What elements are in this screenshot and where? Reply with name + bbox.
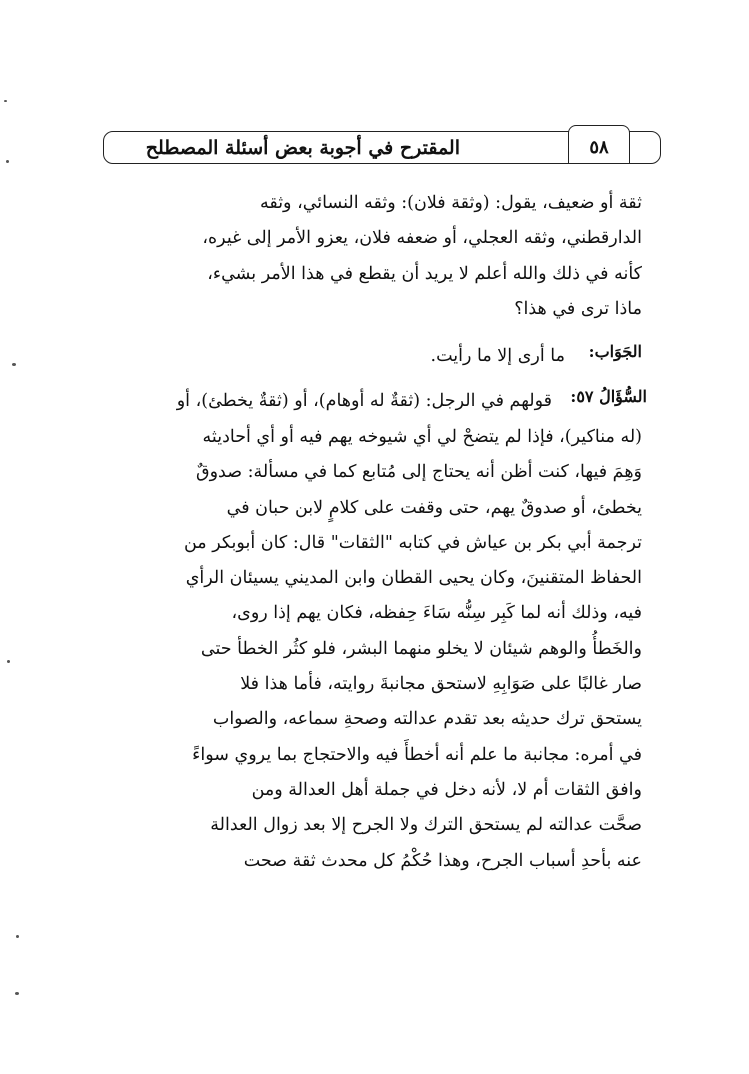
- text-line: قولهم في الرجل: (ثقةٌ له أوهام)، أو (ثقةٌ يخطئ)، أو: [176, 391, 552, 411]
- margin-speck: [7, 660, 10, 663]
- text-line: والخَطأُ والوهم شيئان لا يخلو منهما البشر، فلو كثُر الخطأ حتى: [200, 638, 642, 659]
- margin-speck: [16, 935, 19, 938]
- text-line: كأنه في ذلك والله أعلم لا يريد أن يقطع في هذا الأمر بشيء،: [207, 263, 642, 284]
- margin-speck: [12, 363, 16, 366]
- text-line: فيه، وذلك أنه لما كَبِر سِنُّه سَاءَ حِفظه، فكان يهم إذا روى،: [231, 603, 642, 624]
- text-line: ماذا ترى في هذا؟: [514, 298, 642, 319]
- answer-label: الجَوَاب:: [588, 342, 642, 361]
- question-first-line: [118, 384, 552, 419]
- text-line: الحفاظ المتقنينَ، وكان يحيى القطان وابن المديني يسيئان الرأي: [185, 568, 642, 589]
- running-header-title: المقترح في أجوبة بعض أسئلة المصطلح: [145, 137, 460, 159]
- page-number: ٥٨: [589, 137, 609, 158]
- margin-speck: [15, 992, 19, 995]
- body-block-2: [118, 420, 642, 879]
- text-line: الدارقطني، وثقه العجلي، أو ضعفه فلان، يعزو الأمر إلى غيره،: [202, 228, 642, 249]
- text-line: (له مناكير)، فإذا لم يتضحْ لي أي شيوخه يهم فيه أو أي أحاديثه: [202, 427, 642, 447]
- text-line: وَهِمَ فيها، كنت أظن أنه يحتاج إلى مُتابع كما في مسألة: صدوقٌ: [196, 462, 642, 483]
- text-line: صحَّت عدالته لم يستحق الترك ولا الجرح إلا بعد زوال العدالة: [210, 815, 642, 836]
- question-label: السُّؤَالُ ٥٧:: [570, 387, 647, 406]
- text-line: صار غالبًا على صَوَابِهِ لاستحق مجانبةَ روايته، فأما هذا فلا: [240, 674, 642, 695]
- text-line: في أمره: مجانبة ما علم أنه أخطأَ فيه والاحتجاج بما يروي سواءً: [192, 744, 642, 765]
- answer-text-block: [118, 339, 565, 374]
- text-line: وافق الثقات أم لا، لأنه دخل في جملة أهل العدالة ومن: [251, 779, 642, 800]
- text-line: ثقة أو ضعيف، يقول: (وثقة فلان): وثقه النسائي، وثقه: [259, 193, 642, 213]
- text-line: يخطئ، أو صدوقٌ يهم، حتى وقفت على كلامٍ لابن حبان في: [226, 497, 642, 518]
- answer-text: ما أرى إلا ما رأيت.: [430, 346, 565, 366]
- margin-speck: [6, 160, 9, 163]
- margin-speck: [4, 100, 7, 102]
- body-block-1: [118, 186, 642, 327]
- text-line: عنه بأحدِ أسباب الجرح، وهذا حُكْمُ كل محدث ثقة صحت: [243, 850, 642, 871]
- text-line: يستحق ترك حديثه بعد تقدم عدالته وصحةِ سماعه، والصواب: [212, 709, 642, 730]
- text-line: ترجمة أبي بكر بن عياش في كتابه "الثقات" قال: كان أبوبكر من: [183, 532, 642, 553]
